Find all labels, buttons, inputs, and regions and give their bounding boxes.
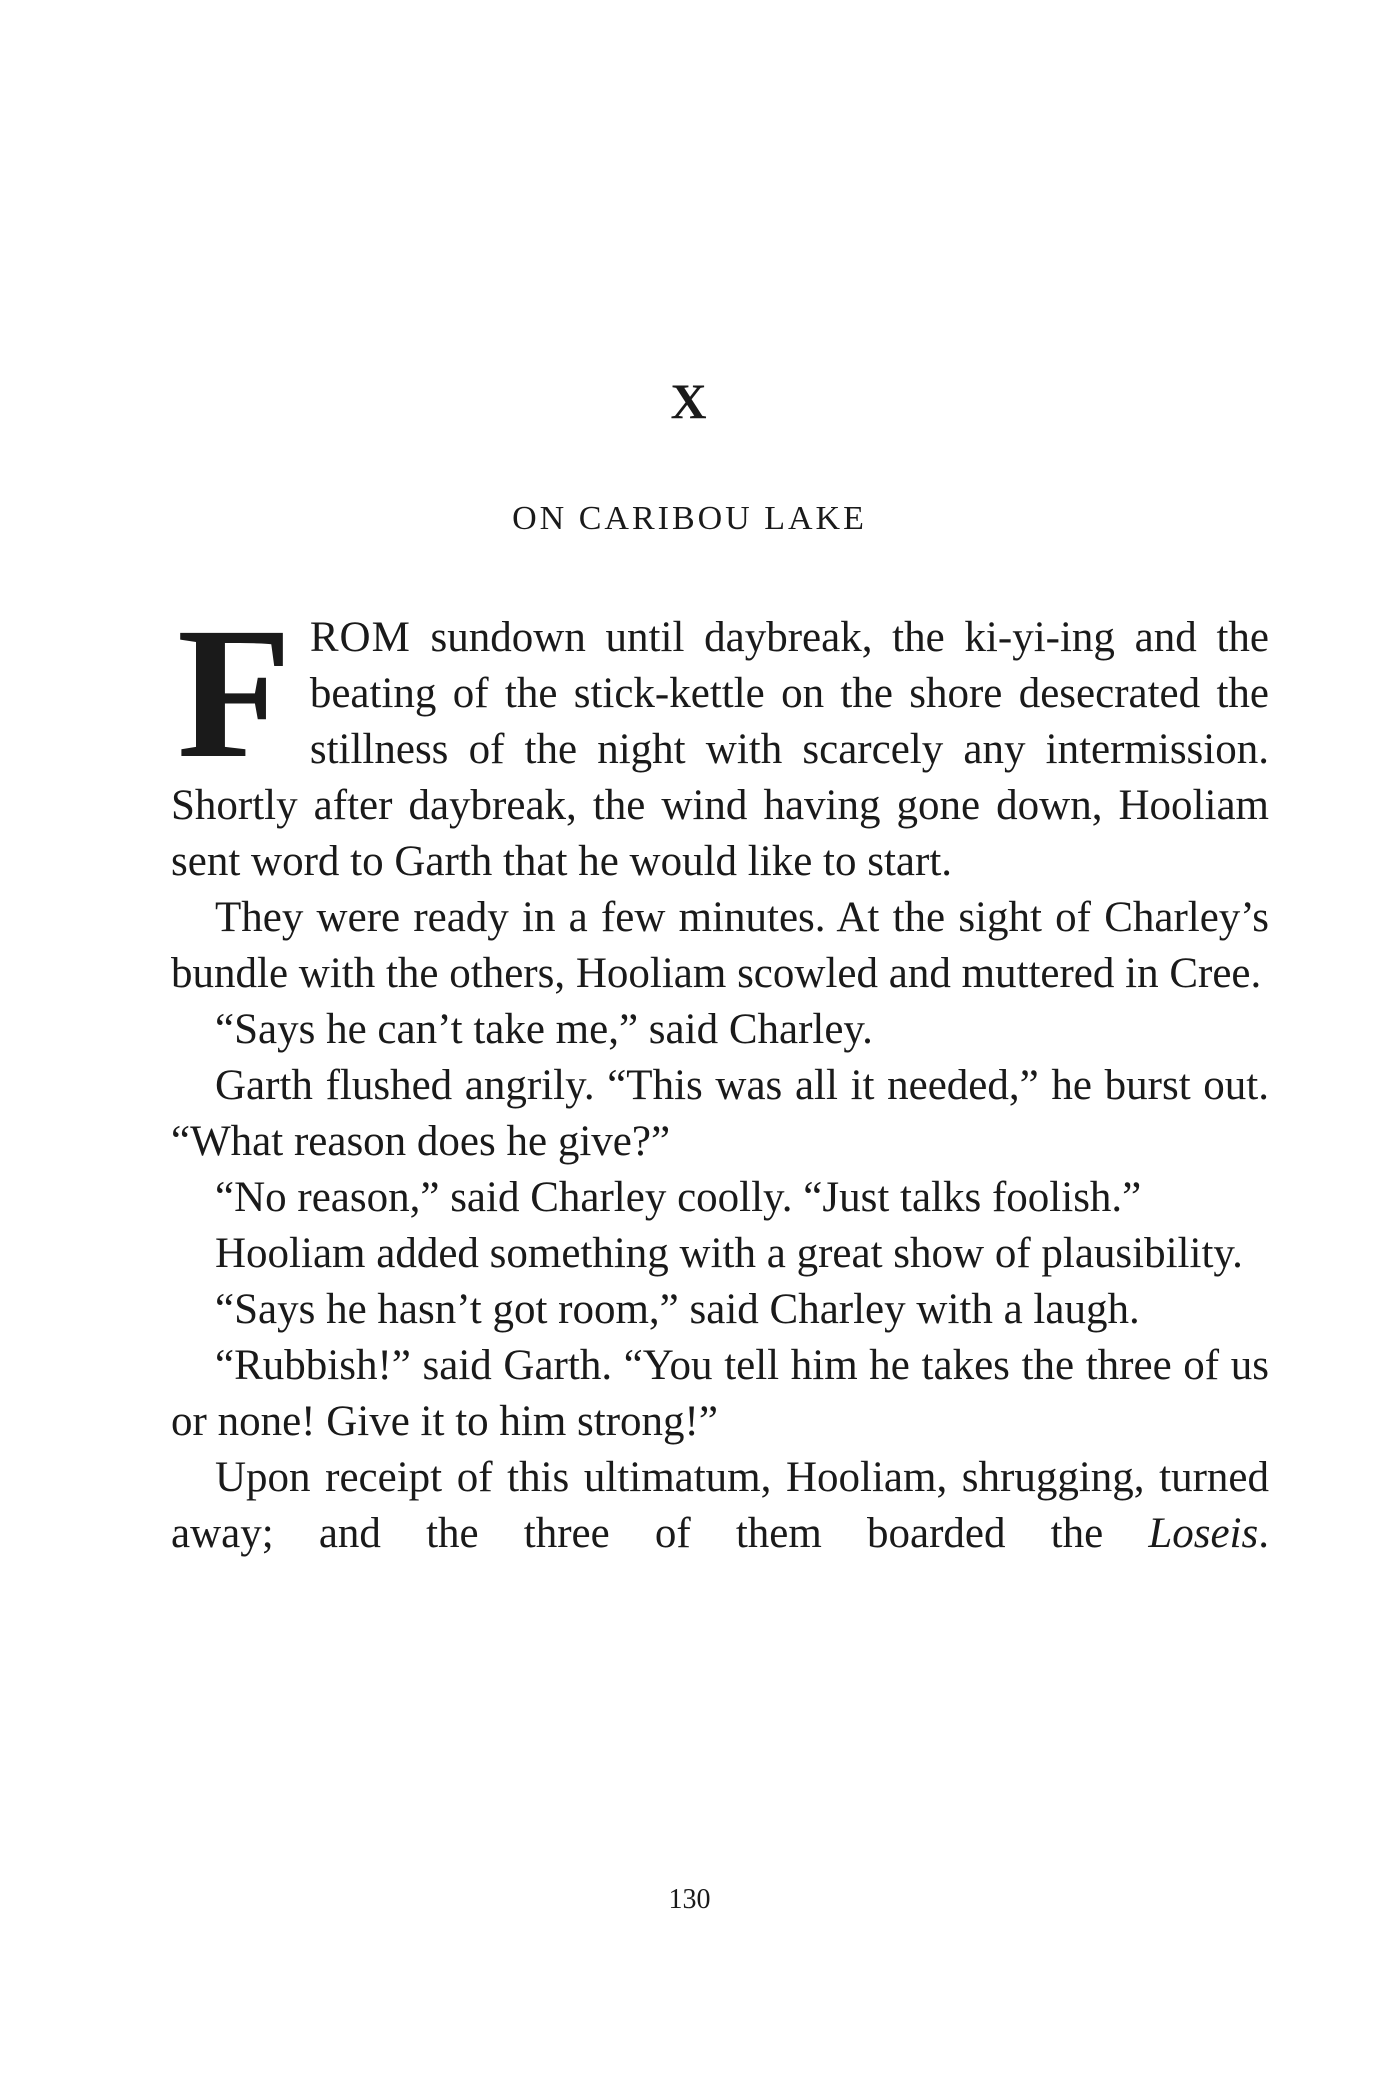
paragraph-1	[171, 588, 1269, 890]
paragraph-lead-caps: ROM	[309, 614, 411, 661]
paragraph-9	[171, 1450, 1269, 1562]
paragraph-6: Hooliam added something with a great show of plausibility.	[215, 1230, 1243, 1277]
boat-name: Loseis	[1148, 1510, 1259, 1557]
paragraph-9-text: Upon receipt of this ultimatum, Hooliam, shrugging, turned away; and the three of them boarded the	[171, 1454, 1269, 1557]
paragraph-7: “Says he hasn’t got room,” said Charley with a laugh.	[215, 1286, 1140, 1333]
paragraph-1-text: sundown until daybreak, the ki-yi-ing and the beating of the stick-kettle on the shore desecrated the stillness of the night with scarcely any intermission. Shortly after daybreak, the wind having gone down, Hooliam sent word to Garth that he would like to start.	[171, 614, 1269, 885]
paragraph-3: “Says he can’t take me,” said Charley.	[215, 1006, 873, 1053]
page-number: 130	[668, 1884, 711, 1915]
chapter-title: ON CARIBOU LAKE	[512, 500, 867, 537]
paragraph-5: “No reason,” said Charley coolly. “Just talks foolish.”	[215, 1174, 1142, 1221]
chapter-body	[171, 588, 1269, 1562]
paragraph-4: Garth flushed angrily. “This was all it needed,” he burst out. “What reason does he give?”	[171, 1062, 1269, 1165]
chapter-number: X	[670, 373, 709, 429]
paragraph-2: They were ready in a few minutes. At the sight of Charley’s bundle with the others, Hooliam scowled and muttered in Cree.	[171, 894, 1269, 997]
drop-cap-letter: F	[177, 588, 292, 797]
paragraph-8: “Rubbish!” said Garth. “You tell him he takes the three of us or none! Give it to him strong!”	[171, 1342, 1269, 1445]
paragraph-9-end: .	[1258, 1510, 1269, 1557]
